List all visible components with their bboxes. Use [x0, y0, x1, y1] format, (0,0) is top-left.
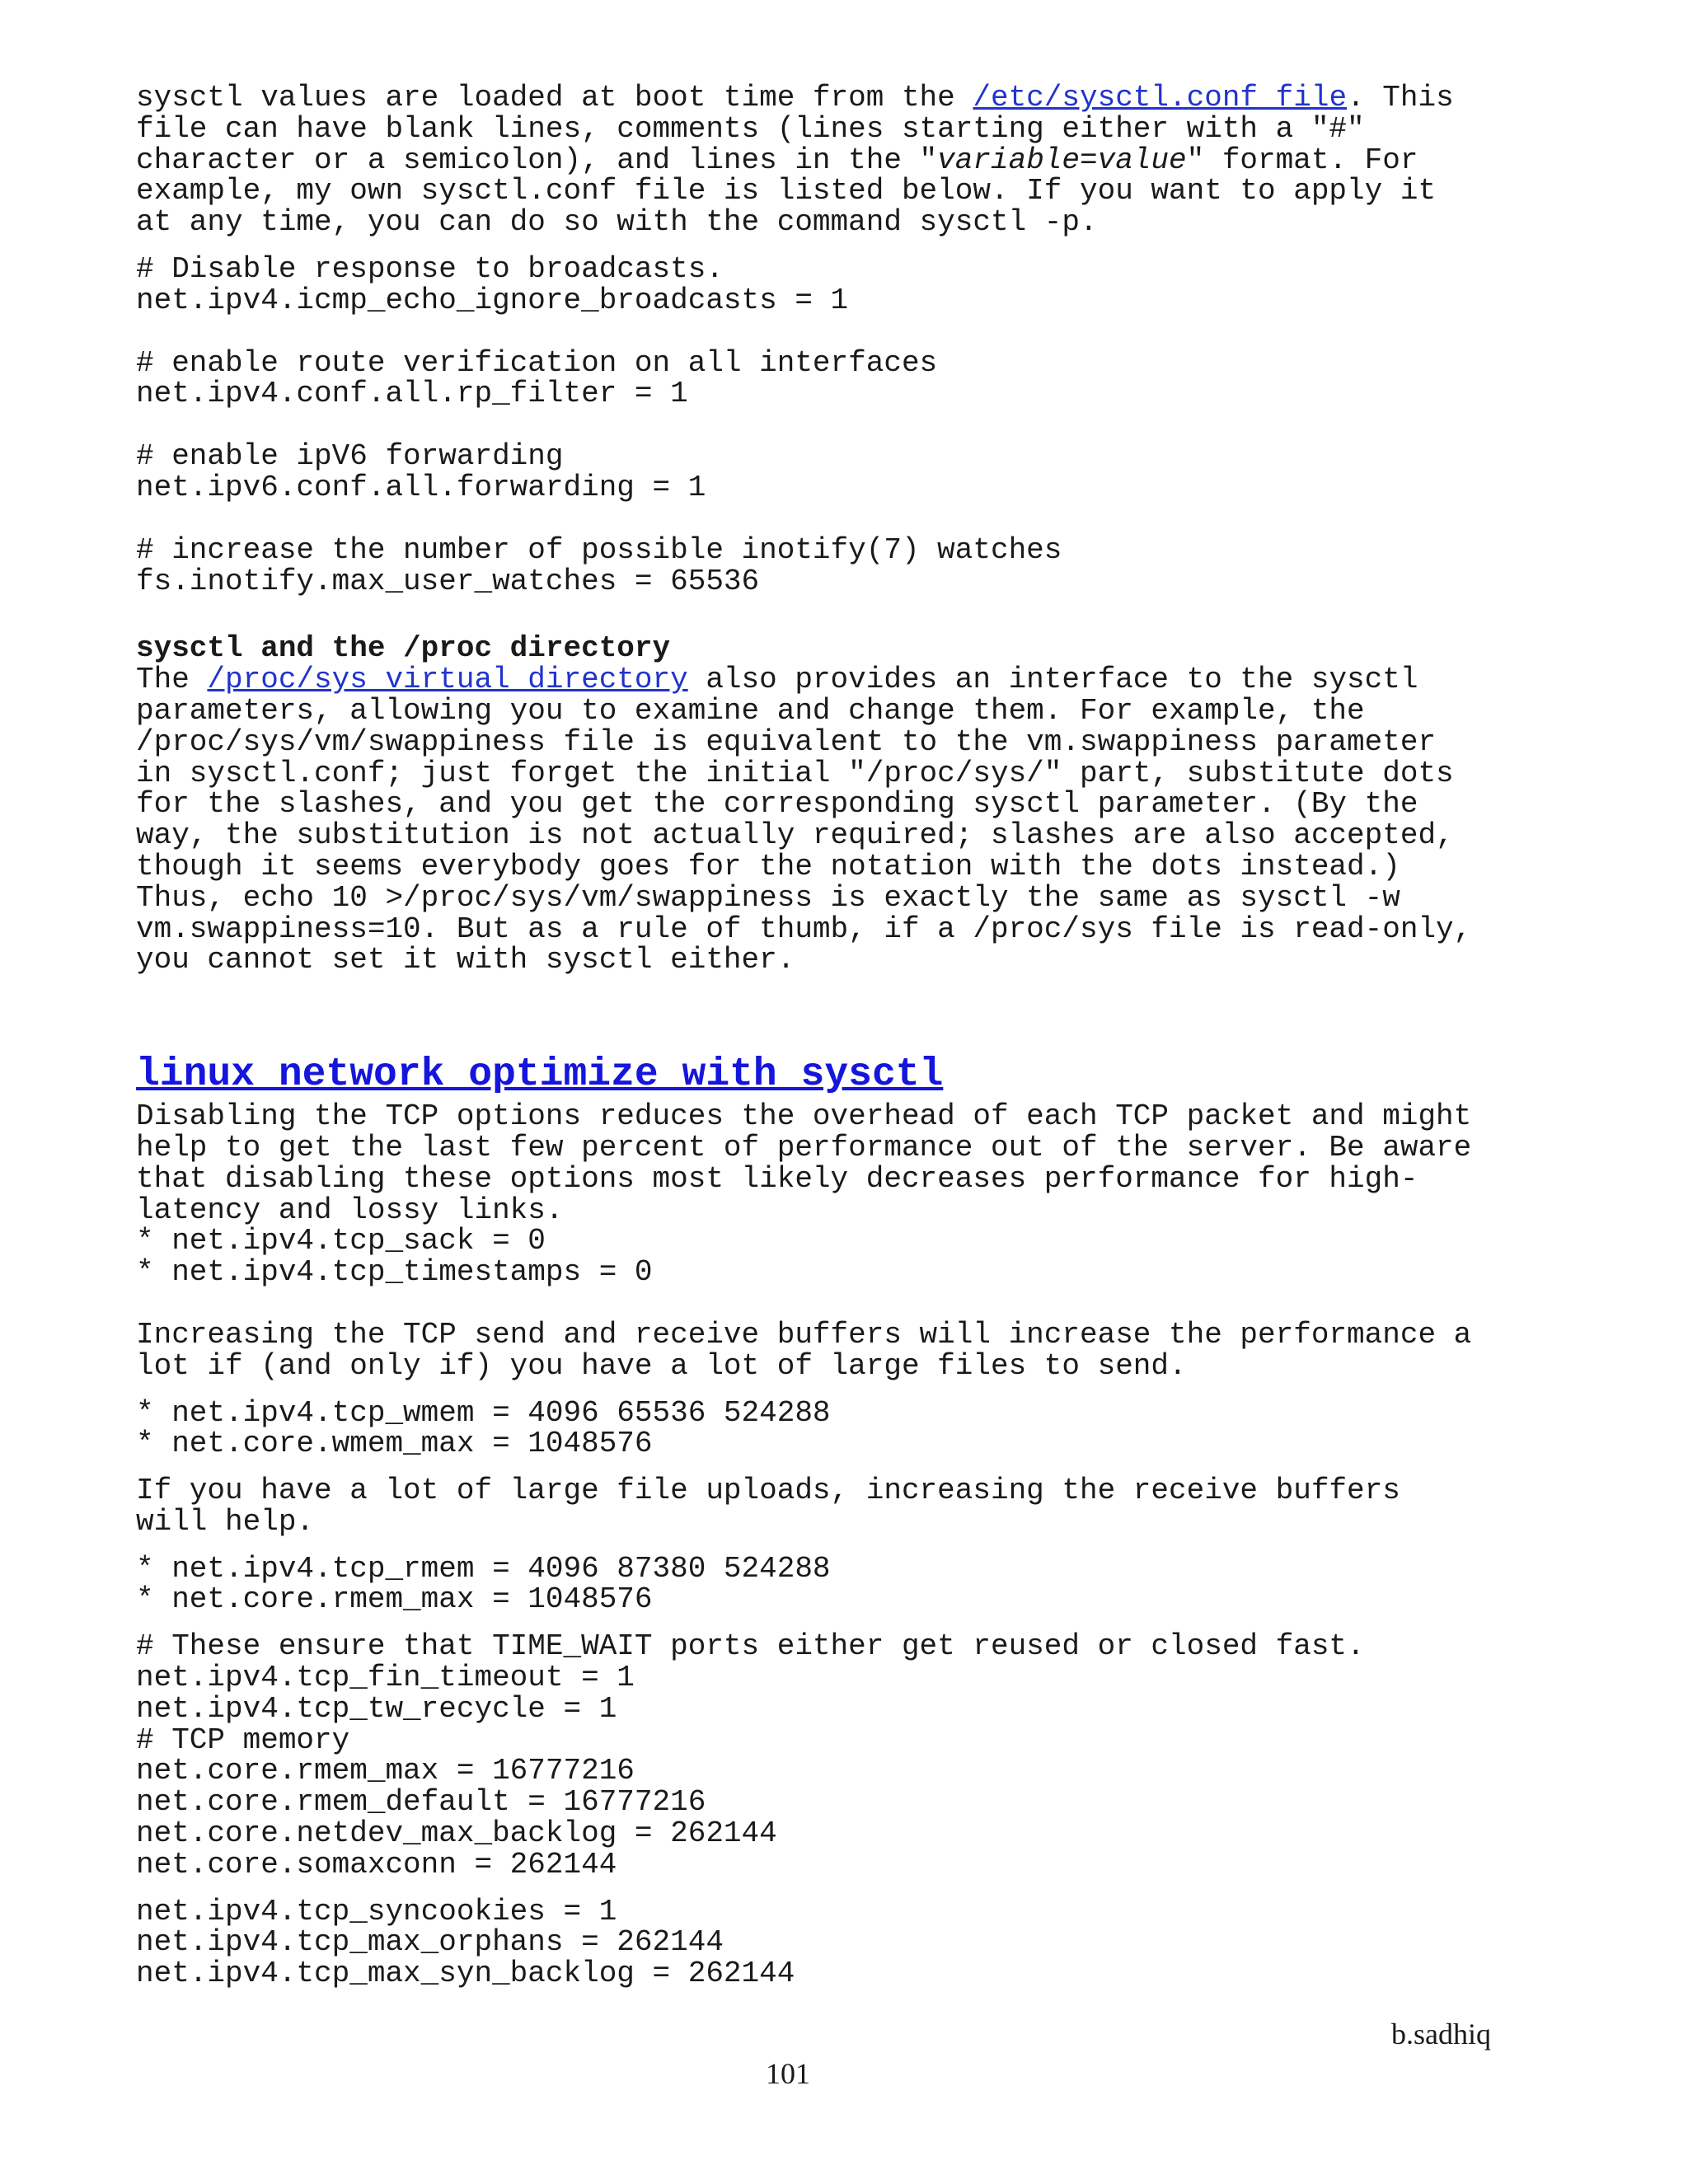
- conf-setting: net.ipv6.conf.all.forwarding = 1: [136, 470, 706, 504]
- network-paragraph: Disabling the TCP options reduces the overhead of each TCP packet and might help to get the last few percent of performance out of the server. Be aware that disabling these options most likely decreases performance for high- latency and lossy links. * net.ipv4.tcp_sack = 0 * net.ipv4.tcp_timestamps = 0: [136, 1099, 1472, 1290]
- intro-line: at any time, you can do so with the command sysctl -p.: [136, 205, 1098, 240]
- proc-sys-link[interactable]: /proc/sys virtual directory: [207, 663, 688, 697]
- conf-comment: # enable route verification on all interfaces: [136, 345, 938, 380]
- proc-section: [136, 633, 1554, 976]
- network-paragraph: Increasing the TCP send and receive buffers will increase the performance a lot if (and only if) you have a lot of large files to send.: [136, 1317, 1472, 1383]
- conf-block: [136, 441, 1554, 504]
- network-paragraph: If you have a lot of large file uploads, increasing the receive buffers will help.: [136, 1474, 1400, 1539]
- intro-line: file can have blank lines, comments (lines starting either with a "#": [136, 111, 1365, 146]
- conf-block: [136, 345, 1554, 411]
- proc-line: The /proc/sys virtual directory also provides an interface to the sysctl: [136, 663, 1418, 697]
- network-settings: net.ipv4.tcp_syncookies = 1 net.ipv4.tcp_max_orphans = 262144 net.ipv4.tcp_max_syn_backlog = 262144: [136, 1894, 795, 1991]
- page-number: 101: [766, 2057, 810, 2090]
- conf-comment: # enable ipV6 forwarding: [136, 439, 564, 474]
- proc-line: for the slashes, and you get the corresponding sysctl parameter. (By the: [136, 787, 1418, 822]
- proc-line: vm.swappiness=10. But as a rule of thumb, if a /proc/sys file is read-only,: [136, 912, 1472, 946]
- intro-line: character or a semicolon), and lines in the "variable=value" format. For: [136, 143, 1418, 177]
- network-section: [136, 1050, 1554, 1990]
- proc-section-heading: sysctl and the /proc directory: [136, 631, 671, 666]
- author-name: b.sadhiq: [1391, 2018, 1491, 2050]
- conf-block: [136, 251, 1554, 317]
- proc-line: in sysctl.conf; just forget the initial "/proc/sys/" part, substitute dots: [136, 756, 1454, 790]
- proc-line: though it seems everybody goes for the notation with the dots instead.): [136, 849, 1400, 883]
- intro-paragraph: [136, 82, 1554, 238]
- conf-setting: net.ipv4.icmp_echo_ignore_broadcasts = 1: [136, 283, 849, 317]
- sysctl-conf-link[interactable]: /etc/sysctl.conf file: [973, 81, 1348, 115]
- proc-line: /proc/sys/vm/swappiness file is equivalent to the vm.swappiness parameter: [136, 724, 1437, 759]
- network-section-title-link[interactable]: linux network optimize with sysctl: [136, 1052, 944, 1098]
- conf-setting: fs.inotify.max_user_watches = 65536: [136, 564, 760, 598]
- proc-line: Thus, echo 10 >/proc/sys/vm/swappiness is exactly the same as sysctl -w: [136, 880, 1400, 915]
- conf-setting: net.ipv4.conf.all.rp_filter = 1: [136, 377, 688, 411]
- network-settings: # These ensure that TIME_WAIT ports either get reused or closed fast. net.ipv4.tcp_fin_timeout = 1 net.ipv4.tcp_tw_recycle = 1 # TCP memory net.core.rmem_max = 16777216 net.core.rmem_default = 16777216 net.core.netdev_max_backlog = 262144 net.core.somaxconn = 262144: [136, 1629, 1365, 1882]
- proc-line: way, the substitution is not actually required; slashes are also accepted,: [136, 818, 1454, 853]
- intro-line: sysctl values are loaded at boot time from the /etc/sysctl.conf file. This: [136, 81, 1454, 115]
- network-settings: * net.ipv4.tcp_rmem = 4096 87380 524288 * net.core.rmem_max = 1048576: [136, 1551, 831, 1617]
- conf-block: [136, 532, 1554, 598]
- variable-value-text: variable=value: [937, 143, 1187, 177]
- proc-line: you cannot set it with sysctl either.: [136, 943, 795, 977]
- document-page: [136, 82, 1554, 1990]
- network-settings: * net.ipv4.tcp_wmem = 4096 65536 524288 * net.core.wmem_max = 1048576: [136, 1395, 831, 1461]
- conf-comment: # Disable response to broadcasts.: [136, 251, 724, 286]
- conf-comment: # increase the number of possible inotify(7) watches: [136, 532, 1062, 567]
- proc-line: parameters, allowing you to examine and change them. For example, the: [136, 693, 1365, 728]
- intro-line: example, my own sysctl.conf file is listed below. If you want to apply it: [136, 174, 1437, 209]
